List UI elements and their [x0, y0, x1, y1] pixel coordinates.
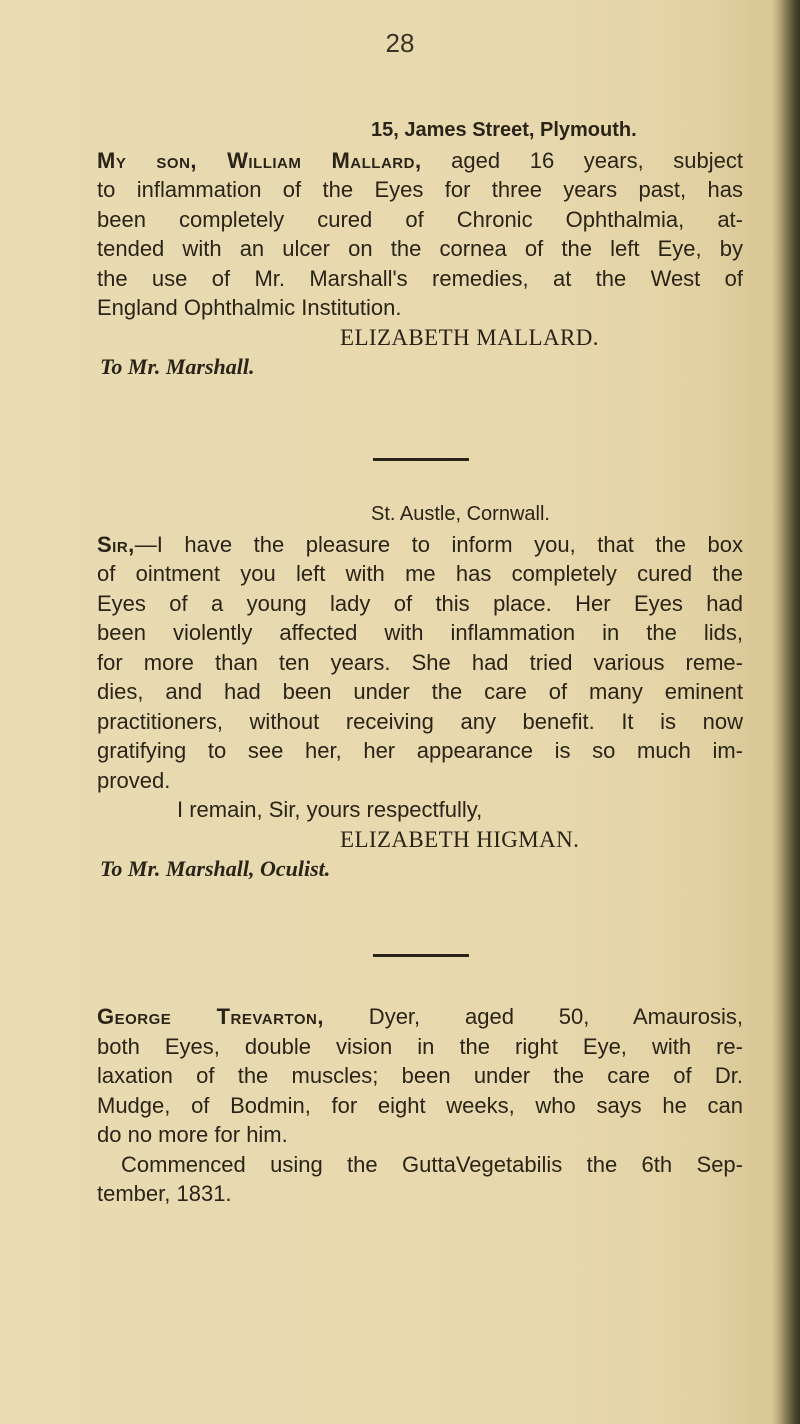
page-number: 28	[385, 28, 415, 58]
paragraph-line: Commenced using the GuttaVegetabilis the 6th Sep-	[121, 1151, 743, 1177]
letter-dateline: 15, James Street, Plymouth.	[371, 119, 637, 141]
paragraph-line: gratifying to see her, her appearance is so much im-	[97, 738, 743, 763]
paragraph-line: been violently affected with inflammation in the lids,	[97, 620, 743, 645]
line-text: Dyer, aged 50, Amaurosis,	[323, 1004, 743, 1029]
signature: ELIZABETH MALLARD.	[340, 324, 599, 350]
letter-higman	[97, 500, 743, 884]
paragraph-line: do no more for him.	[97, 1122, 288, 1147]
paragraph-line: to inflammation of the Eyes for three years past, has	[97, 177, 743, 202]
letter-dateline: St. Austle, Cornwall.	[371, 503, 550, 525]
paragraph-line	[97, 146, 743, 176]
section-divider	[373, 954, 469, 957]
paragraph-line: of ointment you left with me has completely cured the	[97, 561, 743, 586]
case-trevarton	[97, 1002, 743, 1209]
paragraph-line: both Eyes, double vision in the right Eye, with re-	[97, 1033, 743, 1059]
page-edge-shadow	[772, 0, 800, 1424]
letter-mallard	[97, 116, 743, 382]
paragraph-line: dies, and had been under the care of many eminent	[97, 679, 743, 704]
paragraph-line: practitioners, without receiving any benefit. It is now	[97, 708, 743, 734]
signature: ELIZABETH HIGMAN.	[340, 826, 580, 852]
addressee: To Mr. Marshall.	[100, 354, 255, 379]
name-smallcaps: George Trevarton,	[97, 1004, 324, 1029]
line-text: —I have the pleasure to inform you, that the box	[134, 531, 743, 557]
paragraph-line: Mudge, of Bodmin, for eight weeks, who says he can	[97, 1092, 743, 1118]
paragraph-line: proved.	[97, 767, 171, 793]
salutation-smallcaps: Sir,	[97, 531, 135, 557]
closing-line: I remain, Sir, yours respectfully,	[177, 797, 483, 822]
paragraph-line: England Ophthalmic Institution.	[97, 295, 402, 320]
paragraph-line	[97, 1002, 743, 1032]
paragraph-line: been completely cured of Chronic Ophthalmia, at-	[97, 206, 743, 232]
addressee: To Mr. Marshall, Oculist.	[100, 856, 331, 881]
section-divider	[373, 458, 469, 461]
paragraph-line: tended with an ulcer on the cornea of the left Eye, by	[97, 236, 743, 261]
paragraph-line: the use of Mr. Marshall's remedies, at the West of	[97, 265, 743, 291]
paragraph-line: for more than ten years. She had tried various reme-	[97, 649, 743, 675]
name-smallcaps: My son, William Mallard,	[97, 147, 422, 173]
paragraph-line: tember, 1831.	[97, 1181, 232, 1206]
paragraph-line: laxation of the muscles; been under the care of Dr.	[97, 1063, 743, 1088]
paragraph-line	[97, 530, 743, 560]
line-text: aged 16 years, subject	[421, 147, 743, 173]
paragraph-line: Eyes of a young lady of this place. Her Eyes had	[97, 590, 743, 616]
